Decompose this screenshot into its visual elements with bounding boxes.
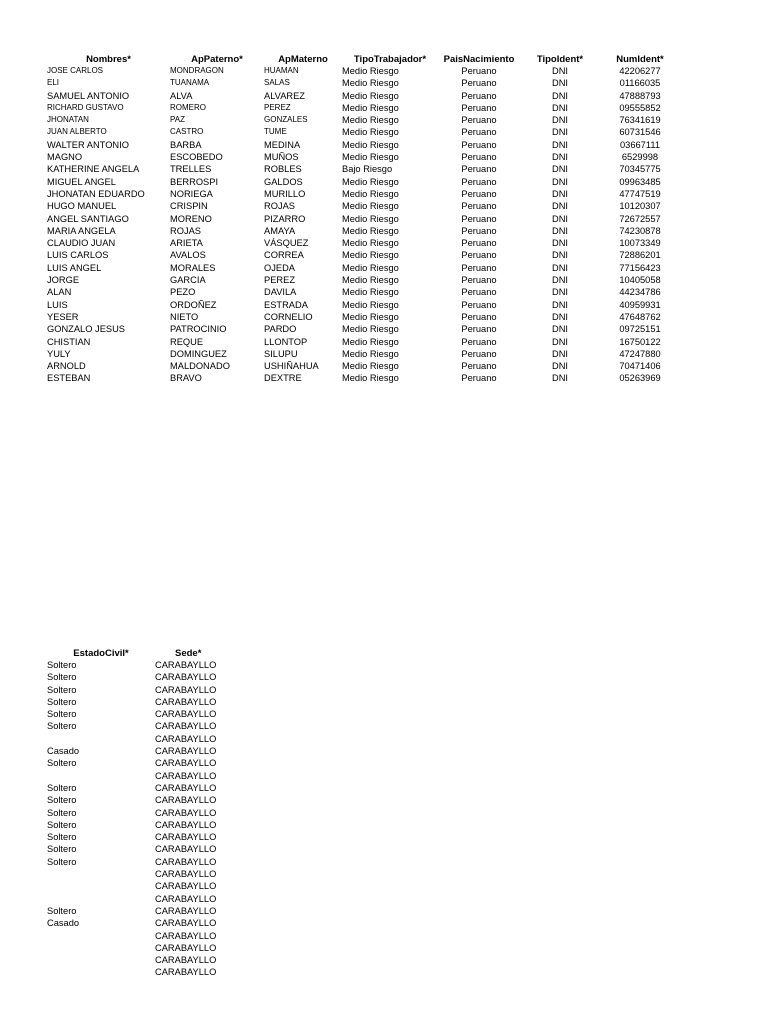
cell-tipo-ident: DNI	[551, 348, 568, 359]
table-row	[47, 225, 680, 237]
cell-ap-paterno: TRELLES	[170, 164, 212, 175]
table-row	[47, 917, 255, 929]
cell-pais-nacimiento: Peruano	[461, 90, 497, 101]
table-row	[47, 684, 255, 696]
cell-sede: CARABAYLLO	[155, 733, 217, 744]
cell-num-ident: 74230878	[619, 225, 661, 236]
cell-ap-paterno: MORALES	[170, 262, 216, 273]
cell-pais-nacimiento: Peruano	[461, 250, 497, 261]
cell-ap-materno: GONZALES	[264, 115, 308, 125]
cell-nombres: JUAN ALBERTO	[47, 127, 107, 137]
table-row	[47, 893, 255, 905]
cell-ap-materno: CORNELIO	[264, 311, 313, 322]
cell-ap-materno: PARDO	[264, 324, 297, 335]
table-row	[47, 286, 680, 298]
cell-nombres: WALTER ANTONIO	[47, 139, 129, 150]
cell-ap-paterno: PAZ	[170, 115, 185, 125]
cell-tipo-trabajador: Medio Riesgo	[342, 127, 399, 138]
table-row	[47, 200, 680, 212]
cell-pais-nacimiento: Peruano	[461, 115, 497, 126]
cell-num-ident: 60731546	[619, 127, 661, 138]
cell-sede: CARABAYLLO	[155, 832, 217, 843]
header-pais-nacimiento: PaisNacimiento	[443, 53, 515, 65]
cell-pais-nacimiento: Peruano	[461, 275, 497, 286]
cell-tipo-ident: DNI	[551, 66, 568, 76]
cell-ap-materno: ROBLES	[264, 164, 302, 175]
cell-pais-nacimiento: Peruano	[461, 262, 497, 273]
cell-tipo-trabajador: Medio Riesgo	[342, 213, 399, 224]
cell-tipo-trabajador: Medio Riesgo	[342, 336, 399, 347]
cell-num-ident: 47648762	[619, 311, 661, 322]
cell-pais-nacimiento: Peruano	[461, 78, 497, 89]
cell-estado-civil: Soltero	[47, 709, 77, 720]
cell-pais-nacimiento: Peruano	[461, 127, 497, 138]
table-row	[47, 770, 255, 782]
cell-pais-nacimiento: Peruano	[461, 139, 497, 150]
cell-ap-materno: ESTRADA	[264, 299, 308, 310]
cell-ap-materno: ROJAS	[264, 201, 295, 212]
header-sede: Sede*	[175, 647, 202, 659]
cell-tipo-ident: DNI	[551, 275, 568, 286]
cell-pais-nacimiento: Peruano	[461, 66, 497, 76]
table-row	[47, 274, 680, 286]
cell-tipo-trabajador: Medio Riesgo	[342, 348, 399, 359]
table-row	[47, 188, 680, 200]
cell-ap-paterno: CASTRO	[170, 127, 204, 137]
table-row	[47, 126, 680, 138]
status-table	[47, 647, 255, 979]
cell-sede: CARABAYLLO	[155, 844, 217, 855]
header-estado-civil: EstadoCivil*	[73, 647, 129, 659]
table-row	[47, 77, 680, 89]
table-row	[47, 360, 680, 372]
table-row	[47, 336, 680, 348]
header-nombres: Nombres*	[86, 53, 131, 65]
cell-tipo-ident: DNI	[551, 238, 568, 249]
table-row	[47, 782, 255, 794]
cell-estado-civil: Casado	[47, 918, 80, 929]
table-row	[47, 696, 255, 708]
cell-ap-materno: SILUPU	[264, 348, 298, 359]
cell-tipo-trabajador: Medio Riesgo	[342, 188, 399, 199]
cell-ap-paterno: DOMINGUEZ	[170, 348, 227, 359]
cell-tipo-ident: DNI	[551, 225, 568, 236]
table-row	[47, 151, 680, 163]
cell-nombres: CLAUDIO JUAN	[47, 238, 116, 249]
cell-nombres: KATHERINE ANGELA	[47, 164, 140, 175]
cell-ap-materno: TUME	[264, 127, 287, 137]
status-table-body	[47, 659, 255, 979]
cell-sede: CARABAYLLO	[155, 795, 217, 806]
cell-estado-civil: Soltero	[47, 758, 77, 769]
cell-estado-civil: Soltero	[47, 832, 77, 843]
cell-ap-paterno: ROMERO	[170, 102, 206, 112]
cell-tipo-trabajador: Medio Riesgo	[342, 373, 399, 384]
cell-pais-nacimiento: Peruano	[461, 176, 497, 187]
cell-tipo-trabajador: Medio Riesgo	[342, 287, 399, 298]
cell-estado-civil: Soltero	[47, 844, 77, 855]
cell-nombres: HUGO MANUEL	[47, 201, 117, 212]
cell-tipo-trabajador: Medio Riesgo	[342, 275, 399, 286]
cell-ap-materno: DAVILA	[264, 287, 297, 298]
table-row	[47, 843, 255, 855]
header-tipo-ident: TipoIdent*	[536, 53, 584, 65]
table-row	[47, 966, 255, 978]
workers-table-body	[47, 65, 680, 385]
cell-nombres: JHONATAN	[47, 115, 89, 125]
status-table-header	[47, 647, 255, 659]
cell-ap-paterno: REQUE	[170, 336, 204, 347]
cell-tipo-trabajador: Medio Riesgo	[342, 262, 399, 273]
cell-tipo-ident: DNI	[551, 139, 568, 150]
table-row	[47, 954, 255, 966]
cell-sede: CARABAYLLO	[155, 942, 217, 953]
cell-tipo-trabajador: Medio Riesgo	[342, 324, 399, 335]
cell-nombres: YESER	[47, 311, 79, 322]
cell-estado-civil: Soltero	[47, 684, 77, 695]
cell-nombres: JHONATAN EDUARDO	[47, 188, 145, 199]
cell-nombres: LUIS ANGEL	[47, 262, 102, 273]
cell-num-ident: 70345775	[619, 164, 661, 175]
cell-ap-paterno: BRAVO	[170, 373, 202, 384]
cell-tipo-trabajador: Medio Riesgo	[342, 115, 399, 126]
table-row	[47, 65, 680, 77]
cell-estado-civil: Soltero	[47, 856, 77, 867]
cell-num-ident: 72886201	[619, 250, 661, 261]
cell-pais-nacimiento: Peruano	[461, 287, 497, 298]
cell-sede: CARABAYLLO	[155, 721, 217, 732]
cell-num-ident: 47888793	[619, 90, 661, 101]
cell-sede: CARABAYLLO	[155, 660, 217, 670]
table-row	[47, 880, 255, 892]
table-row	[47, 139, 680, 151]
table-row	[47, 323, 680, 335]
cell-tipo-ident: DNI	[551, 287, 568, 298]
cell-ap-materno: USHIÑAHUA	[264, 361, 319, 372]
table-row	[47, 237, 680, 249]
table-row	[47, 311, 680, 323]
cell-ap-materno: PEREZ	[264, 102, 291, 112]
cell-sede: CARABAYLLO	[155, 807, 217, 818]
cell-ap-materno: DEXTRE	[264, 373, 302, 384]
cell-sede: CARABAYLLO	[155, 905, 217, 916]
cell-nombres: ELI	[47, 78, 60, 88]
workers-table	[47, 53, 680, 385]
cell-tipo-ident: DNI	[551, 336, 568, 347]
cell-pais-nacimiento: Peruano	[461, 201, 497, 212]
cell-tipo-ident: DNI	[551, 250, 568, 261]
table-row	[47, 831, 255, 843]
cell-nombres: RICHARD GUSTAVO	[47, 102, 124, 112]
table-row	[47, 114, 680, 126]
cell-sede: CARABAYLLO	[155, 893, 217, 904]
cell-num-ident: 42206277	[619, 66, 661, 76]
table-row	[47, 671, 255, 683]
cell-ap-materno: HUAMAN	[264, 66, 299, 75]
cell-tipo-ident: DNI	[551, 127, 568, 138]
cell-ap-paterno: NIETO	[170, 311, 199, 322]
cell-nombres: JOSE CARLOS	[47, 66, 104, 75]
cell-estado-civil: Soltero	[47, 672, 77, 683]
cell-ap-materno: MUÑOS	[264, 152, 299, 163]
cell-nombres: MARIA ANGELA	[47, 225, 116, 236]
cell-estado-civil: Soltero	[47, 721, 77, 732]
cell-num-ident: 16750122	[619, 336, 661, 347]
cell-nombres: MAGNO	[47, 152, 83, 163]
cell-tipo-ident: DNI	[551, 102, 568, 113]
cell-ap-paterno: ORDOÑEZ	[170, 299, 217, 310]
cell-tipo-ident: DNI	[551, 299, 568, 310]
cell-pais-nacimiento: Peruano	[461, 164, 497, 175]
cell-pais-nacimiento: Peruano	[461, 336, 497, 347]
cell-sede: CARABAYLLO	[155, 955, 217, 966]
cell-num-ident: 72672557	[619, 213, 661, 224]
cell-pais-nacimiento: Peruano	[461, 225, 497, 236]
cell-ap-paterno: BARBA	[170, 139, 202, 150]
cell-num-ident: 09963485	[619, 176, 661, 187]
cell-sede: CARABAYLLO	[155, 856, 217, 867]
cell-sede: CARABAYLLO	[155, 696, 217, 707]
cell-tipo-ident: DNI	[551, 213, 568, 224]
table-row	[47, 720, 255, 732]
cell-ap-paterno: PATROCINIO	[170, 324, 227, 335]
cell-ap-materno: MEDINA	[264, 139, 301, 150]
cell-ap-paterno: ESCOBEDO	[170, 152, 223, 163]
cell-tipo-ident: DNI	[551, 78, 568, 89]
cell-ap-paterno: MORENO	[170, 213, 212, 224]
table-row	[47, 794, 255, 806]
cell-ap-materno: PIZARRO	[264, 213, 306, 224]
cell-ap-materno: LLONTOP	[264, 336, 308, 347]
cell-pais-nacimiento: Peruano	[461, 152, 497, 163]
cell-num-ident: 10405058	[619, 275, 661, 286]
cell-pais-nacimiento: Peruano	[461, 102, 497, 113]
cell-estado-civil: Soltero	[47, 807, 77, 818]
cell-sede: CARABAYLLO	[155, 782, 217, 793]
cell-nombres: MIGUEL ANGEL	[47, 176, 116, 187]
cell-nombres: GONZALO JESUS	[47, 324, 126, 335]
cell-num-ident: 6529998	[621, 152, 659, 163]
cell-sede: CARABAYLLO	[155, 918, 217, 929]
cell-ap-paterno: PEZO	[170, 287, 196, 298]
cell-estado-civil: Soltero	[47, 782, 77, 793]
cell-sede: CARABAYLLO	[155, 770, 217, 781]
cell-ap-materno: VÁSQUEZ	[264, 238, 309, 249]
cell-ap-paterno: CRISPIN	[170, 201, 208, 212]
cell-tipo-ident: DNI	[551, 115, 568, 126]
cell-ap-materno: ALVAREZ	[264, 90, 305, 101]
table-row	[47, 372, 680, 384]
cell-tipo-trabajador: Medio Riesgo	[342, 152, 399, 163]
workers-table-header	[47, 53, 680, 65]
table-row	[47, 659, 255, 671]
cell-tipo-trabajador: Medio Riesgo	[342, 238, 399, 249]
cell-tipo-ident: DNI	[551, 176, 568, 187]
cell-tipo-trabajador: Medio Riesgo	[342, 139, 399, 150]
cell-ap-materno: MURILLO	[264, 188, 306, 199]
cell-sede: CARABAYLLO	[155, 758, 217, 769]
table-row	[47, 299, 680, 311]
cell-ap-paterno: NORIEGA	[170, 188, 213, 199]
cell-num-ident: 10073349	[619, 238, 661, 249]
table-row	[47, 819, 255, 831]
table-row	[47, 733, 255, 745]
cell-nombres: CHISTIAN	[47, 336, 91, 347]
cell-tipo-trabajador: Medio Riesgo	[342, 66, 399, 76]
table-row	[47, 708, 255, 720]
cell-nombres: LUIS	[47, 299, 68, 310]
cell-nombres: YULY	[47, 348, 71, 359]
cell-pais-nacimiento: Peruano	[461, 311, 497, 322]
table-row	[47, 213, 680, 225]
cell-estado-civil: Soltero	[47, 819, 77, 830]
cell-pais-nacimiento: Peruano	[461, 188, 497, 199]
table-row	[47, 163, 680, 175]
cell-ap-paterno: AVALOS	[170, 250, 206, 261]
cell-tipo-ident: DNI	[551, 361, 568, 372]
table-row	[47, 757, 255, 769]
cell-tipo-ident: DNI	[551, 324, 568, 335]
cell-tipo-trabajador: Medio Riesgo	[342, 78, 399, 89]
cell-num-ident: 77156423	[619, 262, 661, 273]
cell-sede: CARABAYLLO	[155, 881, 217, 892]
cell-num-ident: 01166035	[619, 78, 661, 89]
cell-estado-civil: Soltero	[47, 905, 77, 916]
cell-pais-nacimiento: Peruano	[461, 213, 497, 224]
cell-ap-paterno: ROJAS	[170, 225, 201, 236]
header-tipo-trabajador: TipoTrabajador*	[353, 53, 427, 65]
cell-nombres: ANGEL SANTIAGO	[47, 213, 129, 224]
table-row	[47, 102, 680, 114]
table-row	[47, 262, 680, 274]
cell-tipo-trabajador: Medio Riesgo	[342, 201, 399, 212]
cell-sede: CARABAYLLO	[155, 746, 217, 757]
cell-sede: CARABAYLLO	[155, 930, 217, 941]
cell-tipo-ident: DNI	[551, 152, 568, 163]
cell-pais-nacimiento: Peruano	[461, 299, 497, 310]
table-row	[47, 90, 680, 102]
cell-num-ident: 10120307	[619, 201, 661, 212]
cell-ap-materno: PEREZ	[264, 275, 295, 286]
cell-estado-civil: Soltero	[47, 795, 77, 806]
cell-ap-paterno: MALDONADO	[170, 361, 230, 372]
cell-tipo-trabajador: Medio Riesgo	[342, 361, 399, 372]
table-row	[47, 348, 680, 360]
header-num-ident: NumIdent*	[616, 53, 664, 65]
cell-ap-paterno: TUANAMA	[170, 78, 210, 88]
cell-num-ident: 76341619	[619, 115, 661, 126]
table-row	[47, 868, 255, 880]
cell-num-ident: 70471406	[619, 361, 661, 372]
cell-sede: CARABAYLLO	[155, 672, 217, 683]
cell-ap-materno: GALDOS	[264, 176, 303, 187]
cell-sede: CARABAYLLO	[155, 967, 217, 978]
cell-ap-materno: SALAS	[264, 78, 290, 88]
cell-ap-paterno: BERROSPI	[170, 176, 219, 187]
cell-estado-civil: Soltero	[47, 696, 77, 707]
cell-estado-civil: Soltero	[47, 660, 77, 670]
cell-pais-nacimiento: Peruano	[461, 348, 497, 359]
cell-sede: CARABAYLLO	[155, 684, 217, 695]
cell-pais-nacimiento: Peruano	[461, 373, 497, 384]
cell-sede: CARABAYLLO	[155, 819, 217, 830]
cell-num-ident: 40959931	[619, 299, 661, 310]
cell-num-ident: 05263969	[619, 373, 661, 384]
cell-ap-paterno: ALVA	[170, 90, 193, 101]
cell-nombres: ESTEBAN	[47, 373, 91, 384]
cell-tipo-trabajador: Medio Riesgo	[342, 225, 399, 236]
table-row	[47, 930, 255, 942]
cell-nombres: LUIS CARLOS	[47, 250, 109, 261]
cell-estado-civil: Casado	[47, 746, 80, 757]
table-row	[47, 856, 255, 868]
header-ap-paterno: ApPaterno*	[191, 53, 243, 65]
table-row	[47, 905, 255, 917]
cell-ap-paterno: MONDRAGON	[170, 66, 224, 75]
cell-tipo-trabajador: Medio Riesgo	[342, 102, 399, 113]
table-row	[47, 807, 255, 819]
table-row	[47, 942, 255, 954]
cell-ap-paterno: GARCIA	[170, 275, 206, 286]
cell-tipo-trabajador: Medio Riesgo	[342, 90, 399, 101]
cell-pais-nacimiento: Peruano	[461, 361, 497, 372]
cell-num-ident: 03667111	[620, 139, 660, 150]
cell-pais-nacimiento: Peruano	[461, 324, 497, 335]
cell-nombres: JORGE	[47, 275, 80, 286]
cell-sede: CARABAYLLO	[155, 709, 217, 720]
cell-tipo-ident: DNI	[551, 262, 568, 273]
cell-tipo-trabajador: Medio Riesgo	[342, 299, 399, 310]
header-ap-materno: ApMaterno	[278, 53, 328, 65]
cell-num-ident: 09555852	[619, 102, 661, 113]
cell-tipo-trabajador: Medio Riesgo	[342, 311, 399, 322]
cell-num-ident: 47747519	[619, 188, 661, 199]
cell-num-ident: 47247880	[619, 348, 661, 359]
cell-nombres: ARNOLD	[47, 361, 86, 372]
cell-ap-materno: AMAYA	[264, 225, 296, 236]
table-row	[47, 176, 680, 188]
cell-num-ident: 09725151	[619, 324, 661, 335]
cell-tipo-ident: DNI	[551, 201, 568, 212]
cell-nombres: ALAN	[47, 287, 72, 298]
cell-tipo-ident: DNI	[551, 373, 568, 384]
cell-pais-nacimiento: Peruano	[461, 238, 497, 249]
cell-tipo-ident: DNI	[551, 188, 568, 199]
cell-tipo-ident: DNI	[551, 90, 568, 101]
cell-tipo-ident: DNI	[551, 164, 568, 175]
cell-tipo-trabajador: Bajo Riesgo	[342, 164, 393, 175]
cell-ap-paterno: ARIETA	[170, 238, 203, 249]
cell-num-ident: 44234786	[619, 287, 661, 298]
cell-sede: CARABAYLLO	[155, 869, 217, 880]
cell-ap-materno: OJEDA	[264, 262, 295, 273]
cell-tipo-trabajador: Medio Riesgo	[342, 250, 399, 261]
cell-ap-materno: CORREA	[264, 250, 304, 261]
cell-tipo-trabajador: Medio Riesgo	[342, 176, 399, 187]
table-row	[47, 249, 680, 261]
table-row	[47, 745, 255, 757]
cell-nombres: SAMUEL ANTONIO	[47, 90, 130, 101]
cell-tipo-ident: DNI	[551, 311, 568, 322]
